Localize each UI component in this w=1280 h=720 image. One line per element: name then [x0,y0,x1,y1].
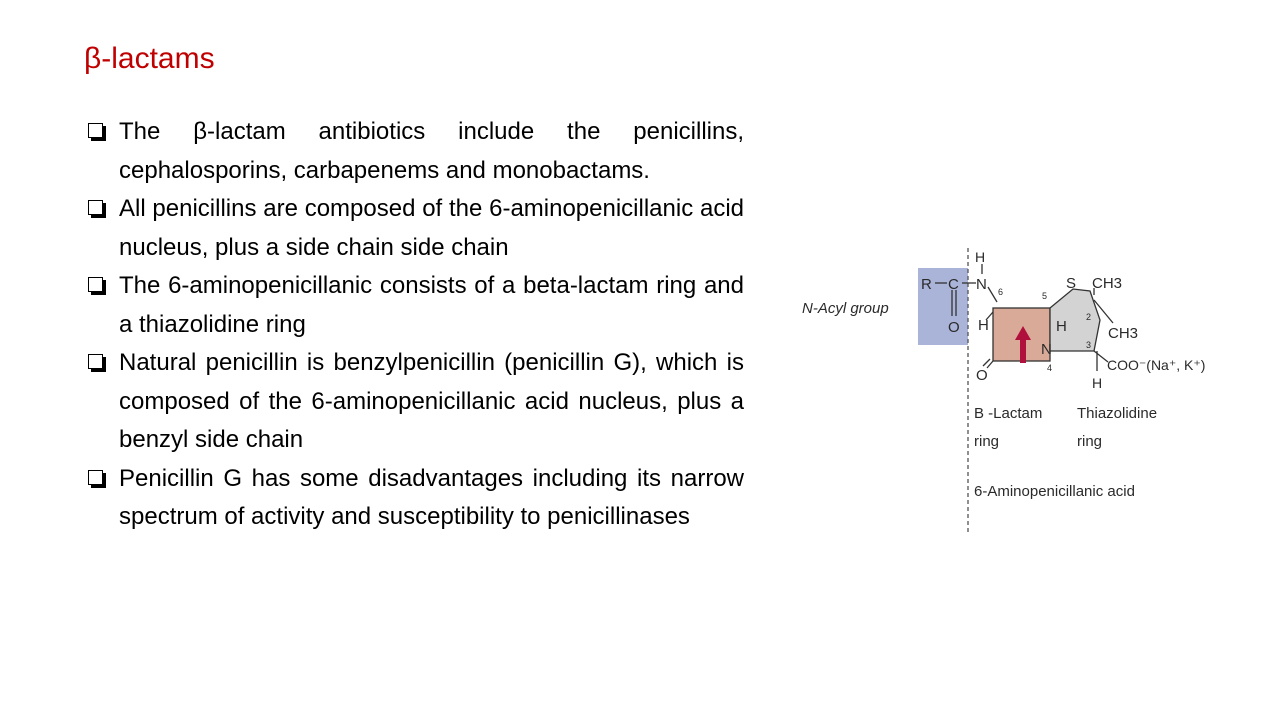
atom-c: C [948,276,959,293]
checkbox-bullet-icon [88,200,103,215]
checkbox-bullet-icon [88,277,103,292]
thiazolidine-label: Thiazolidine [1077,405,1158,422]
nucleus-label: 6-Aminopenicillanic acid [974,483,1135,500]
bullet-text: Penicillin G has some disadvantages including its narrow spectrum of activity and susceptibility to penicillinases [119,464,744,530]
bullet-item [88,113,744,190]
atom-o-lactam: O [976,367,988,384]
acyl-group-label: N-Acyl group [802,300,889,317]
checkbox-bullet-icon [88,470,103,485]
bullet-item [88,344,744,460]
bullet-text: The 6-aminopenicillanic consists of a beta-lactam ring and a thiazolidine ring [119,272,744,338]
atom-o-carbonyl: O [948,319,960,336]
penicillin-structure-figure [790,240,1230,535]
bullet-text: All penicillins are composed of the 6-aminopenicillanic acid nucleus, plus a side chain side chain [119,195,744,261]
checkbox-bullet-icon [88,354,103,369]
slide-title: β-lactams [84,42,215,75]
atom-s: S [1066,275,1077,292]
thiazolidine-label-ring: ring [1077,433,1103,450]
atom-h-mid: H [1056,318,1067,335]
position-number: 5 [1042,291,1048,301]
atom-ch3-side: CH3 [1108,325,1139,342]
bullet-item [88,190,744,267]
beta-lactam-label: B -Lactam [974,405,1043,422]
atom-ch3-top: CH3 [1092,275,1123,292]
atom-r: R [921,276,932,293]
atom-h-top: H [975,249,986,265]
structure-diagram [790,240,1230,535]
bullet-item [88,267,744,344]
bullet-text: Natural penicillin is benzylpenicillin (penicillin G), which is composed of the 6-aminopenicillanic acid nucleus, plus a benzyl side chain [119,349,744,453]
position-number: 2 [1086,312,1092,322]
position-number: 6 [998,287,1004,297]
bullet-list [88,113,744,537]
bullet-item [88,460,744,537]
beta-lactam-label-ring: ring [974,433,1000,450]
position-number: 4 [1047,363,1053,373]
atom-n-ring: N [1041,341,1052,358]
checkbox-bullet-icon [88,123,103,138]
atom-n-amide: N [976,276,987,293]
atom-coo: COO⁻(Na⁺, K⁺) [1107,357,1206,373]
position-number: 3 [1086,340,1092,350]
atom-h-bottom: H [1092,375,1103,391]
atom-h-left: H [978,317,989,334]
bullet-text: The β-lactam antibiotics include the penicillins, cephalosporins, carbapenems and monobactams. [119,118,744,184]
